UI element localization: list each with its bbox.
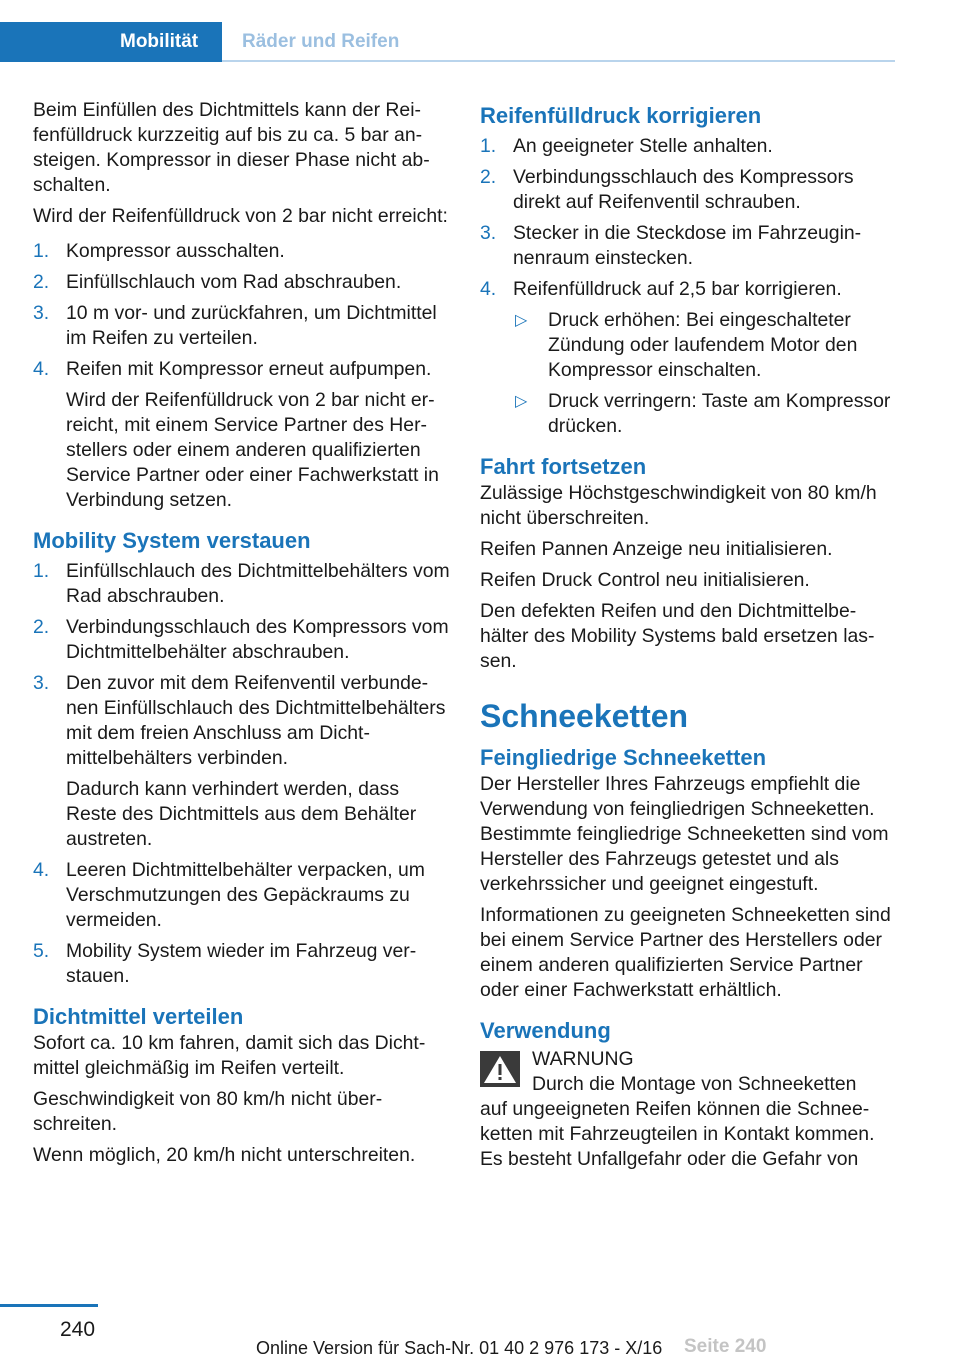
list-number: 2. [33, 271, 50, 293]
page-number: 240 [60, 1318, 96, 1341]
list-number: 5. [33, 940, 50, 962]
triangle-bullet-icon: ▷ [515, 393, 528, 410]
paragraph: Reifen Druck Control neu initialisieren. [480, 569, 810, 591]
list-number: 3. [33, 672, 50, 694]
paragraph: Informationen zu geeigneten Schneeketten sind bei einem Service Partner des Herstellers oder einem anderen qualifizierten Service Partner oder einer Fachwerkstatt erhältlich. [480, 904, 891, 1001]
heading-reifenfuelldruck-korrigieren: Reifenfülldruck korrigieren [480, 103, 762, 128]
list-text: Verbindungsschlauch des Kompressors vom Dichtmittelbehälter abschrauben. [66, 616, 449, 663]
list-subtext: Wird der Reifenfülldruck von 2 bar nicht erreicht, mit einem Service Partner des Herstellers oder einem anderen qualifizierten Service Partner oder einer Fachwerkstatt in Verbindung setzen. [66, 389, 439, 511]
list-item [480, 134, 898, 159]
bullet-item [513, 308, 898, 383]
numbered-list [480, 134, 898, 439]
warning-label: WARNUNG [532, 1048, 634, 1070]
heading-dichtmittel-verteilen: Dichtmittel verteilen [33, 1004, 244, 1029]
left-column [33, 98, 451, 1174]
list-number: 1. [33, 560, 50, 582]
list-number: 3. [33, 302, 50, 324]
header-divider [222, 60, 895, 62]
heading-fahrt-fortsetzen: Fahrt fortsetzen [480, 454, 647, 479]
paragraph: Der Hersteller Ihres Fahrzeugs empfiehlt die Verwendung von feingliedrigen Schneeketten. Bestimmte feingliedrige Schneeketten sind vom Hersteller des Fahrzeugs getestet und als verkehrssicher und geeignet eingestuft. [480, 773, 889, 895]
heading-feingliedrige-schneeketten: Feingliedrige Schneeketten [480, 745, 767, 770]
list-item [33, 939, 451, 989]
list-item [33, 239, 451, 264]
list-text: 10 m vor- und zurückfahren, um Dichtmittel im Reifen zu verteilen. [66, 302, 437, 349]
list-text: Den zuvor mit dem Reifenventil verbundenen Einfüllschlauch des Dichtmittelbehälters mit dem freien Anschluss am Dichtmittelbehälters verbinden. [66, 672, 446, 769]
list-text: Reifen mit Kompressor erneut aufpumpen. [66, 358, 432, 380]
list-subtext: Dadurch kann verhindert werden, dass Reste des Dichtmittels aus dem Behälter austreten. [66, 778, 417, 850]
list-text: Mobility System wieder im Fahrzeug verstauen. [66, 940, 417, 987]
list-number: 2. [480, 166, 497, 188]
list-text: An geeigneter Stelle anhalten. [513, 135, 773, 157]
paragraph: Zulässige Höchstgeschwindigkeit von 80 km/h nicht überschreiten. [480, 482, 877, 529]
warning-triangle-icon [480, 1051, 520, 1087]
list-number: 2. [33, 616, 50, 638]
bullet-item [513, 389, 898, 439]
list-item [33, 559, 451, 609]
paragraph: Wenn möglich, 20 km/h nicht unterschreiten. [33, 1144, 416, 1166]
header-bar [0, 0, 960, 62]
list-number: 1. [33, 240, 50, 262]
list-item [33, 301, 451, 351]
list-text: Einfüllschlauch vom Rad abschrauben. [66, 271, 402, 293]
warning-block [480, 1047, 898, 1097]
heading-schneeketten: Schneeketten [480, 698, 689, 734]
paragraph: Den defekten Reifen und den Dichtmittelbehälter des Mobility Systems bald ersetzen lassen. [480, 600, 875, 672]
online-version-note: Online Version für Sach-Nr. 01 40 2 976 173 - X/16 [256, 1338, 663, 1358]
tab-raeder-und-reifen[interactable]: Räder und Reifen [242, 31, 400, 52]
warning-text-continued: auf ungeeigneten Reifen können die Schneeketten mit Fahrzeugteilen in Kontakt kommen. Es besteht Unfallgefahr oder die Gefahr von [480, 1098, 875, 1170]
numbered-list [33, 559, 451, 989]
numbered-list [33, 239, 451, 513]
footer-divider [0, 1304, 98, 1307]
bullet-text: Druck erhöhen: Bei eingeschalteter Zündung oder laufendem Motor den Kompressor einschalten. [548, 309, 858, 381]
list-text: Reifenfülldruck auf 2,5 bar korrigieren. [513, 278, 842, 300]
list-item [33, 615, 451, 665]
triangle-bullet-icon: ▷ [515, 312, 528, 329]
list-item [33, 858, 451, 933]
watermark: Seite 240 [684, 1336, 767, 1357]
paragraph: Sofort ca. 10 km fahren, damit sich das Dichtmittel gleichmäßig im Reifen verteilt. [33, 1032, 426, 1079]
bullet-text: Druck verringern: Taste am Kompressor drücken. [548, 390, 891, 437]
right-column [480, 98, 898, 1178]
paragraph: Reifen Pannen Anzeige neu initialisieren. [480, 538, 833, 560]
list-item [480, 221, 898, 271]
list-number: 1. [480, 135, 497, 157]
list-number: 4. [33, 859, 50, 881]
heading-verwendung: Verwendung [480, 1018, 611, 1043]
list-item [33, 671, 451, 852]
list-text: Leeren Dichtmittelbehälter verpacken, um Verschmutzungen des Gepäckraums zu vermeiden. [66, 859, 425, 931]
list-item [33, 270, 451, 295]
list-text: Verbindungsschlauch des Kompressors direkt auf Reifenventil schrauben. [513, 166, 854, 213]
bullet-list [513, 308, 898, 439]
list-text: Kompressor ausschalten. [66, 240, 285, 262]
list-number: 3. [480, 222, 497, 244]
paragraph: Wird der Reifenfülldruck von 2 bar nicht erreicht: [33, 205, 448, 227]
list-item [33, 357, 451, 513]
tab-mobilitaet[interactable]: Mobilität [120, 31, 199, 52]
heading-mobility-system-verstauen: Mobility System verstauen [33, 528, 311, 553]
list-item [480, 277, 898, 439]
list-text: Stecker in die Steckdose im Fahrzeuginnenraum einstecken. [513, 222, 862, 269]
warning-text: Durch die Montage von Schneeketten [532, 1073, 857, 1095]
list-number: 4. [33, 358, 50, 380]
list-item [480, 165, 898, 215]
list-text: Einfüllschlauch des Dichtmittelbehälters vom Rad abschrauben. [66, 560, 450, 607]
paragraph: Geschwindigkeit von 80 km/h nicht überschreiten. [33, 1088, 383, 1135]
list-number: 4. [480, 278, 497, 300]
paragraph: Beim Einfüllen des Dichtmittels kann der Reifenfülldruck kurzzeitig auf bis zu ca. 5 bar ansteigen. Kompressor in dieser Phase nicht abschalten. [33, 99, 430, 196]
